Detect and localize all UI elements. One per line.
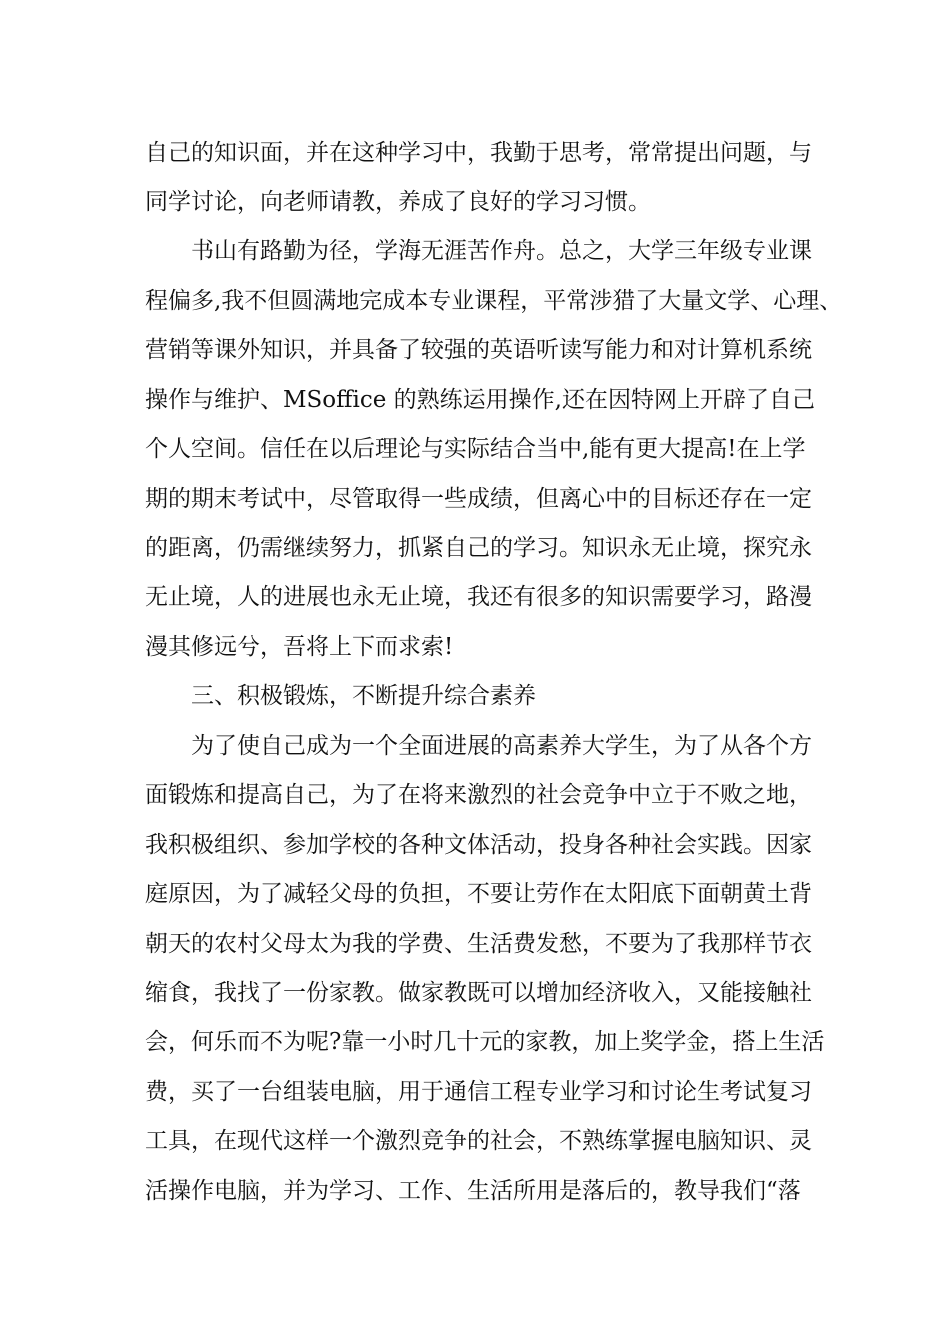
text-line: 缩食，我找了一份家教。做家教既可以增加经济收入，又能接触社 [145, 980, 812, 1006]
text-line: 我积极组织、参加学校的各种文体活动，投身各种社会实践。因家 [145, 832, 812, 858]
text-line: 面锻炼和提高自己，为了在将来激烈的社会竞争中立于不败之地， [145, 782, 812, 808]
text-line: 朝天的农村父母太为我的学费、生活费发愁，不要为了我那样节衣 [145, 931, 812, 957]
text-line: 费，买了一台组装电脑，用于通信工程专业学习和讨论生考试复习 [145, 1079, 812, 1105]
text-line: 自己的知识面，并在这种学习中，我勤于思考，常常提出问题，与 [145, 140, 812, 166]
text-line: 为了使自己成为一个全面进展的高素养大学生，为了从各个方 [191, 733, 812, 759]
text-line: 营销等课外知识，并具备了较强的英语听读写能力和对计算机系统 [145, 337, 812, 363]
text-line: 同学讨论，向老师请教，养成了良好的学习习惯。 [145, 189, 651, 215]
text-line: 期的期末考试中，尽管取得一些成绩，但离心中的目标还存在一定 [145, 486, 812, 512]
text-line: 庭原因，为了减轻父母的负担，不要让劳作在太阳底下面朝黄土背 [145, 881, 812, 907]
text-line: 个人空间。信任在以后理论与实际结合当中,能有更大提高!在上学 [145, 436, 806, 462]
text-line: 程偏多,我不但圆满地完成本专业课程，平常涉猎了大量文学、心理、 [145, 288, 843, 314]
text-line: 操作与维护、MSoffice 的熟练运用操作,还在因特网上开辟了自己 [145, 387, 815, 413]
text-line: 漫其修远兮，吾将上下而求索! [145, 634, 454, 660]
text-line: 的距离，仍需继续努力，抓紧自己的学习。知识永无止境，探究永 [145, 535, 812, 561]
text-line: 书山有路勤为径，学海无涯苦作舟。总之，大学三年级专业课 [191, 238, 812, 264]
section-heading: 三、积极锻炼，不断提升综合素养 [191, 683, 536, 709]
text-line: 工具，在现代这样一个激烈竞争的社会，不熟练掌握电脑知识、灵 [145, 1128, 812, 1154]
text-line: 活操作电脑，并为学习、工作、生活所用是落后的，教导我们“落 [145, 1178, 801, 1204]
text-line: 会，何乐而不为呢?靠一小时几十元的家教，加上奖学金，搭上生活 [145, 1029, 825, 1055]
text-line: 无止境，人的进展也永无止境，我还有很多的知识需要学习，路漫 [145, 584, 812, 610]
